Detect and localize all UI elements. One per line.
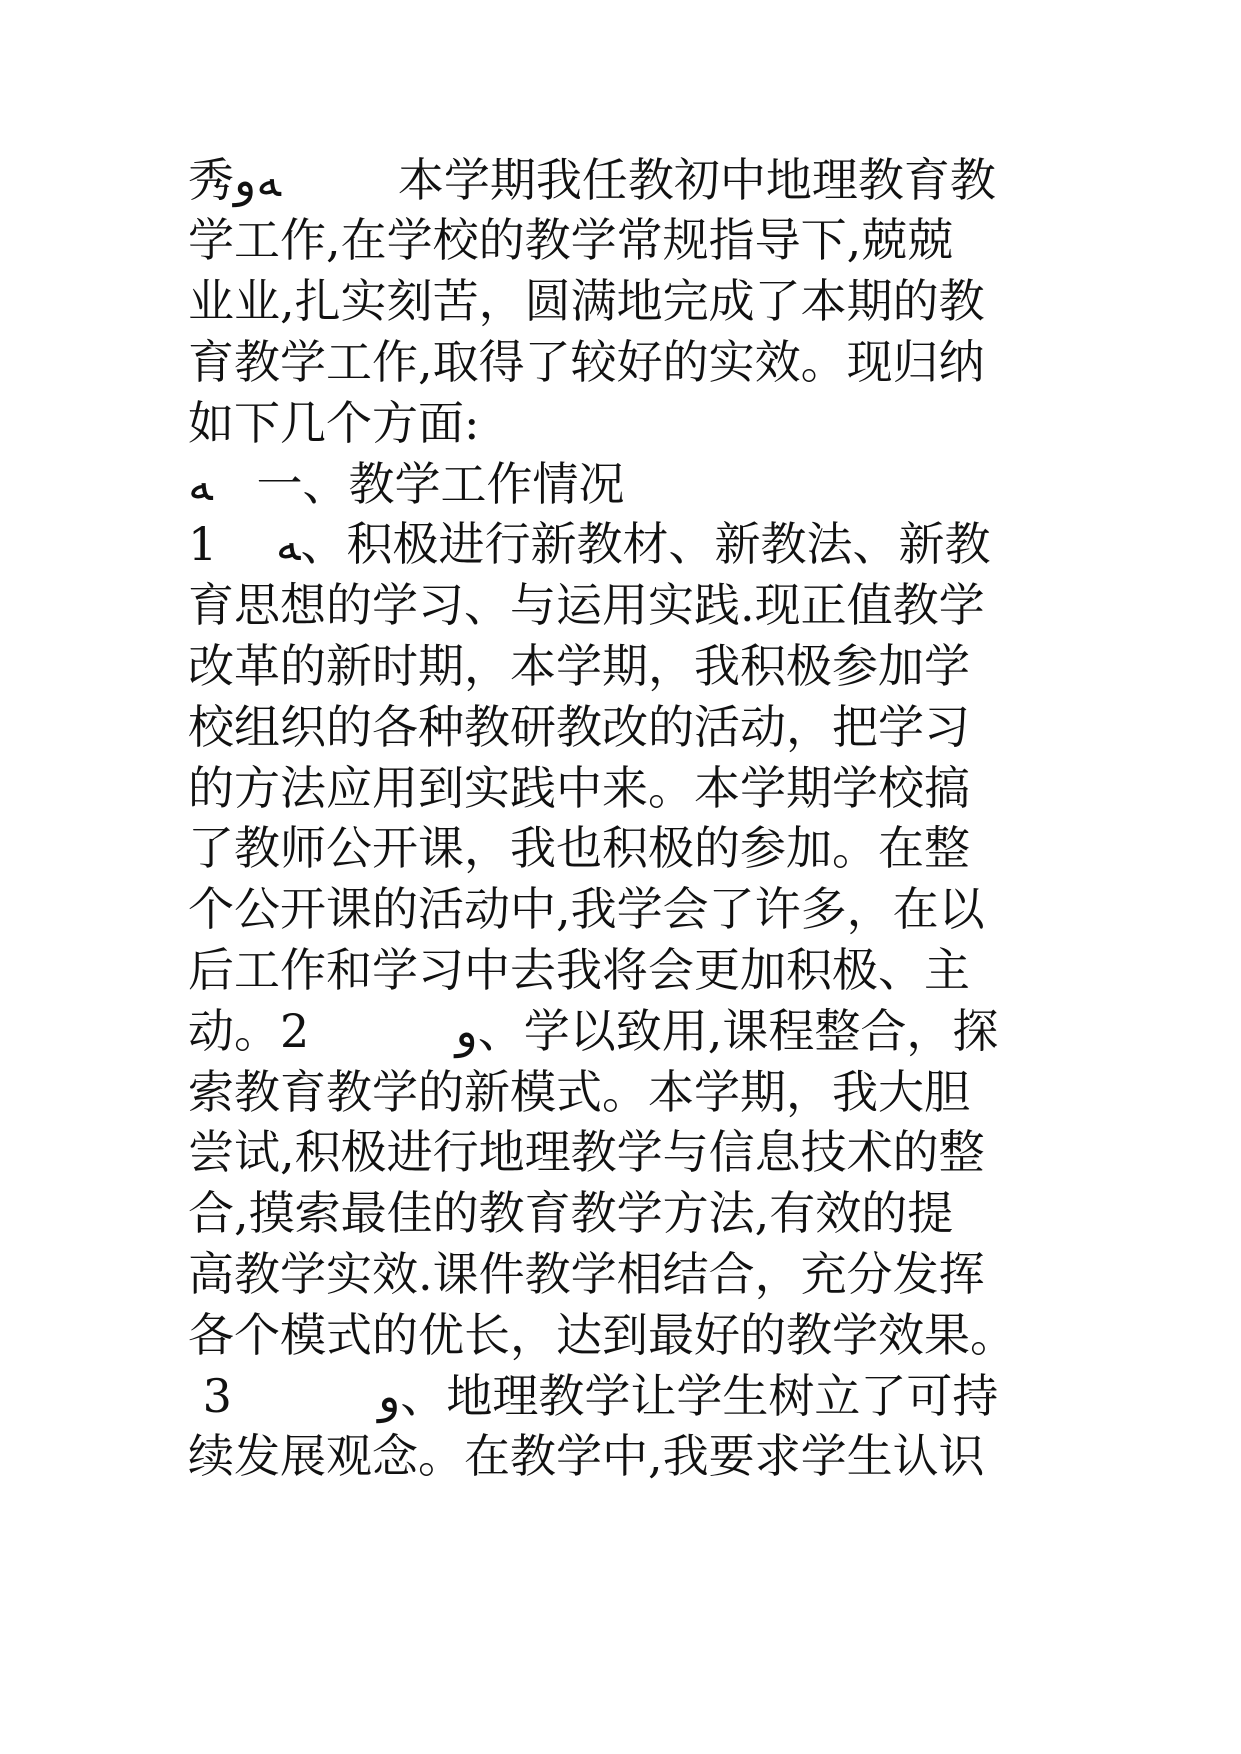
text-line-12: 了教师公开课，我也积极的参加。在整 [188, 821, 970, 875]
text-line-5: 如下几个方面: [188, 396, 480, 450]
text-line-18: 合,摸索最佳的教育教学方法,有效的提 [188, 1186, 954, 1240]
text-line-21: 3 ﻭ、地理教学让学生树立了可持 [188, 1369, 999, 1423]
text-line-14: 后工作和学习中去我将会更加积极、主 [188, 943, 970, 997]
text-line-10: 校组织的各种教研教改的活动，把学习 [188, 700, 970, 754]
text-line-9: 改革的新时期，本学期，我积极参加学 [188, 639, 970, 693]
text-line-20: 各个模式的优长，达到最好的教学效果。 [188, 1308, 1016, 1362]
text-line-3: 业业,扎实刻苦，圆满地完成了本期的教 [188, 274, 985, 328]
text-line-7: 1 ﻪ、积极进行新教材、新教法、新教 [188, 517, 991, 571]
text-line-16: 索教育教学的新模式。本学期，我大胆 [188, 1065, 970, 1119]
text-line-19: 高教学实效.课件教学相结合，充分发挥 [188, 1247, 985, 1301]
text-line-4: 育教学工作,取得了较好的实效。现归纳 [188, 335, 985, 389]
text-line-15: 动。2 ﻭ、学以致用,课程整合，探 [188, 1004, 999, 1058]
text-line-1: 秀ﻪﻭ 本学期我任教初中地理教育教 [188, 153, 996, 207]
text-line-17: 尝试,积极进行地理教学与信息技术的整 [188, 1125, 985, 1179]
text-line-11: 的方法应用到实践中来。本学期学校搞 [188, 761, 970, 815]
text-line-2: 学工作,在学校的教学常规指导下,兢兢 [188, 213, 954, 267]
text-line-13: 个公开课的活动中,我学会了许多，在以 [188, 882, 985, 936]
section-heading: ﻪ 一、教学工作情况 [188, 457, 625, 511]
text-line-22: 续发展观念。在教学中,我要求学生认识 [188, 1429, 985, 1483]
text-line-8: 育思想的学习、与运用实践.现正值教学 [188, 578, 985, 632]
